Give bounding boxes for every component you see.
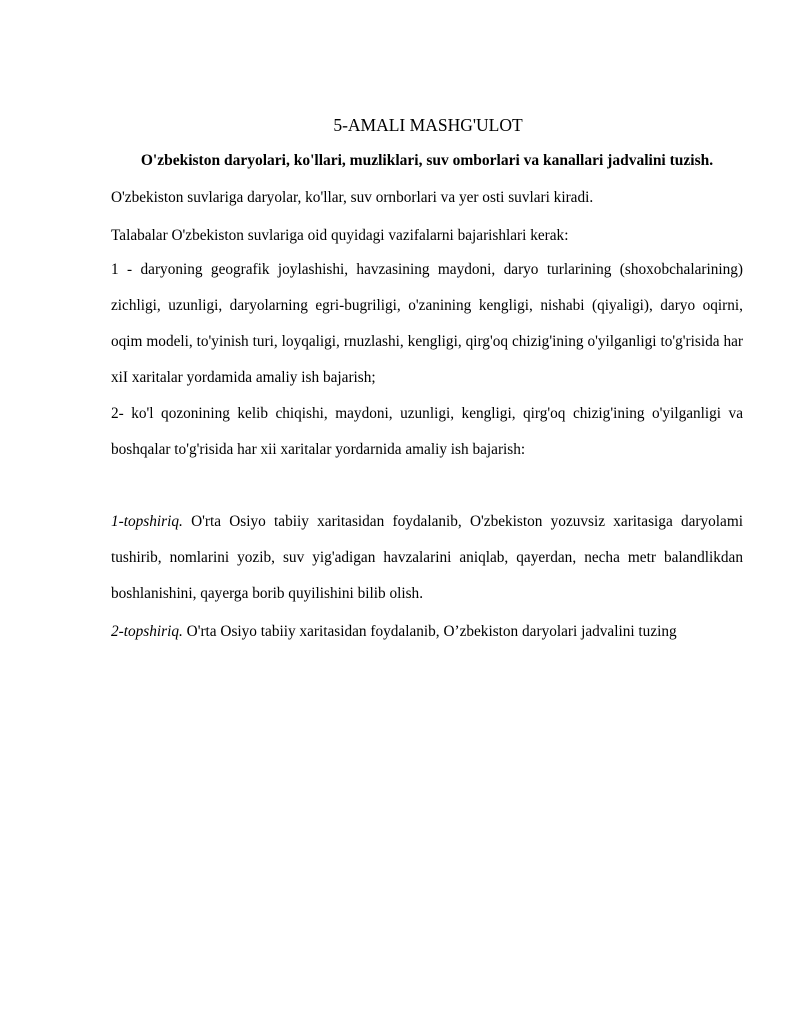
intro-paragraph: O'zbekiston suvlariga daryolar, ko'llar, suv ornborlari va yer osti suvlari kiradi. [111,189,594,206]
task-2-paragraph [111,622,743,642]
list-item-1: 1 - daryoning geografik joylashishi, havzasining maydoni, daryo turlarining (shoxobchalarining) zichligi, uzunligi, daryolarning egri-bugriligi, o'zanining kengligi, nishabi (qiyaligi), daryo oqirni, oqim modeli, to'yinish turi, loyqaligi, rnuzlashi, kengligi, qirg'oq chizig'ining o'yilganligi to'g'risida har xiI xaritalar yordamida amaliy ish bajarish; [111,261,743,386]
task-2-label: 2-topshiriq. [111,623,183,640]
task-1-text: O'rta Osiyo tabiiy xaritasidan foydalanib, O'zbekiston yozuvsiz xaritasiga daryolami tushirib, nomlarini yozib, suv yig'adigan havzalarini aniqlab, qayerdan, necha metr balandlikdan boshlanishini, qayerga borib quyilishini bilib olish. [111,513,743,602]
page-subtitle: O'zbekiston daryolari, ko'llari, muzliklari, suv omborlari va kanallari jadvalini tuzish. [140,152,714,169]
page-title: 5-AMALI MASHG'ULOT [333,115,523,135]
list-item-2: 2- ko'l qozonining kelib chiqishi, maydoni, uzunligi, kengligi, qirg'oq chizig'ining o'yilganligi va boshqalar to'g'risida har xii xaritalar yordarnida amaliy ish bajarish: [111,405,743,458]
task-2-text: O'rta Osiyo tabiiy xaritasidan foydalanib, O’zbekiston daryolari jadvalini tuzing [182,623,677,640]
task-intro-paragraph: Talabalar O'zbekiston suvlariga oid quyidagi vazifalarni bajarishlari kerak: [111,227,569,244]
task-1-label: 1-topshiriq. [111,513,183,530]
task-1-paragraph [111,504,743,612]
